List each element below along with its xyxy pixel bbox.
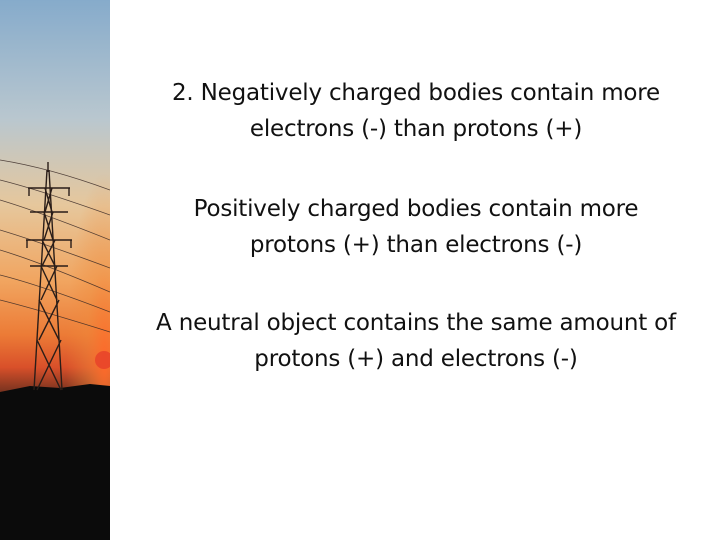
slide-text-area <box>112 0 720 540</box>
negative-charge-paragraph <box>112 75 720 147</box>
positive-charge-paragraph <box>112 191 720 263</box>
paragraph-line: protons (+) and electrons (-) <box>254 346 578 372</box>
neutral-object-paragraph <box>112 305 720 377</box>
paragraph-line: Positively charged bodies contain more <box>193 196 639 222</box>
power-pylon-sunset-photo <box>0 0 110 540</box>
paragraph-line: protons (+) than electrons (-) <box>249 232 583 258</box>
paragraph-line: A neutral object contains the same amount of <box>156 310 676 336</box>
paragraph-line: 2. Negatively charged bodies contain more <box>172 80 660 106</box>
paragraph-line: electrons (-) than protons (+) <box>249 116 583 142</box>
